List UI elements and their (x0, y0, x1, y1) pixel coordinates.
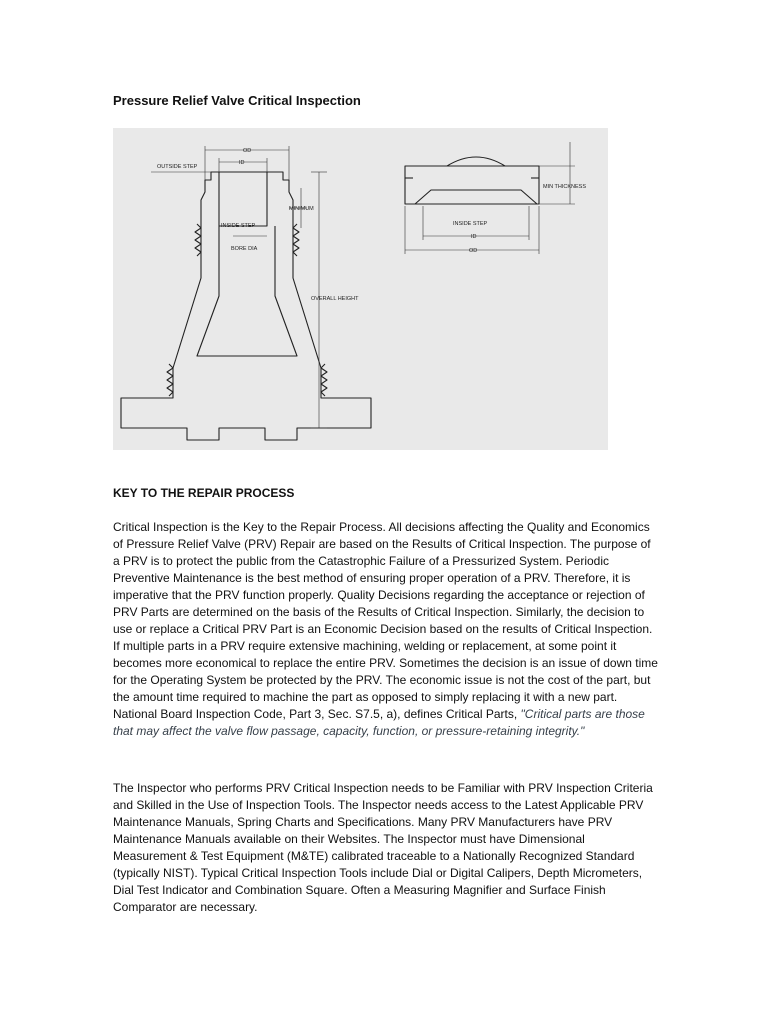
disc-inner-step (415, 190, 537, 204)
disc-id-label: ID (471, 234, 477, 240)
document-title: Pressure Relief Valve Critical Inspection (113, 93, 361, 108)
section-heading: KEY TO THE REPAIR PROCESS (113, 486, 295, 500)
min-thickness-label: MIN THICKNESS (543, 184, 586, 190)
paragraph-1-text: Critical Inspection is the Key to the Repair Process. All decisions affecting the Quality and Economics of Pressure Relief Valve (PRV) Repair are based on the Results of Critical Inspection. The purpose of a PRV is to protect the public from the Catastrophic Failure of a Pressurized System. Periodic Preventive Maintenance is the best method of ensuring proper operation of a PRV. Therefore, it is imperative that the PRV function properly. Quality Decisions regarding the acceptance or rejection of PRV Parts are determined on the basis of the Results of Critical Inspection. Similarly, the decision to use or replace a Critical PRV Part is an Economic Decision based on the results of Critical Inspection. If multiple parts in a PRV require extensive machining, welding or replacement, at some point it becomes more economical to replace the entire PRV. Sometimes the decision is an issue of down time for the Operating System be protected by the PRV. The economic issue is not the cost of the part, but the amount time required to machine the part as opposed to simply replacing it with a new part. National Board Inspection Code, Part 3, Sec. S7.5, a), defines Critical Parts, (113, 520, 658, 721)
outside-step-label: OUTSIDE STEP (157, 164, 198, 170)
inspection-diagram (113, 128, 608, 450)
nozzle-od-label: OD (243, 148, 252, 154)
thread-left-upper (195, 224, 201, 256)
disc-inside-step-label: INSIDE STEP (453, 221, 488, 227)
nozzle-outline (121, 172, 371, 440)
disc-od-label: OD (469, 248, 478, 254)
paragraph-2: The Inspector who performs PRV Critical Inspection needs to be Familiar with PRV Inspection Criteria and Skilled in the Use of Inspection Tools. The Inspector needs access to the Latest Applicable PRV Maintenance Manuals, Spring Charts and Specifications. Many PRV Manufacturers have PRV Maintenance Manuals available on their Websites. The Inspector must have Dimensional Measurement & Test Equipment (M&TE) calibrated traceable to a Nationally Recognized Standard (typically NIST). Typical Critical Inspection Tools include Dial or Digital Calipers, Depth Micrometers, Dial Test Indicator and Combination Square. Often a Measuring Magnifier and Surface Finish Comparator are necessary. (113, 781, 653, 914)
minimum-label: MINIMUM (289, 206, 314, 212)
disc-cap (447, 157, 505, 166)
overall-height-label: OVERALL HEIGHT (311, 296, 359, 302)
bore-dia-label: BORE DIA (231, 246, 258, 252)
nozzle-id-label: ID (239, 160, 245, 166)
inspection-diagram-svg (113, 128, 608, 450)
nozzle-bore (219, 172, 267, 226)
thread-right-upper (293, 224, 299, 256)
thread-left-lower (167, 364, 173, 396)
thread-right-lower (321, 364, 327, 396)
critical-parts-quote: "Critical parts are those that may affect the valve flow passage, capacity, function, or pressure-retaining integrity." (113, 707, 645, 738)
disc-body (405, 166, 539, 204)
nozzle-inside-step-label: INSIDE STEP (221, 223, 256, 229)
paragraph-1 (113, 519, 658, 740)
